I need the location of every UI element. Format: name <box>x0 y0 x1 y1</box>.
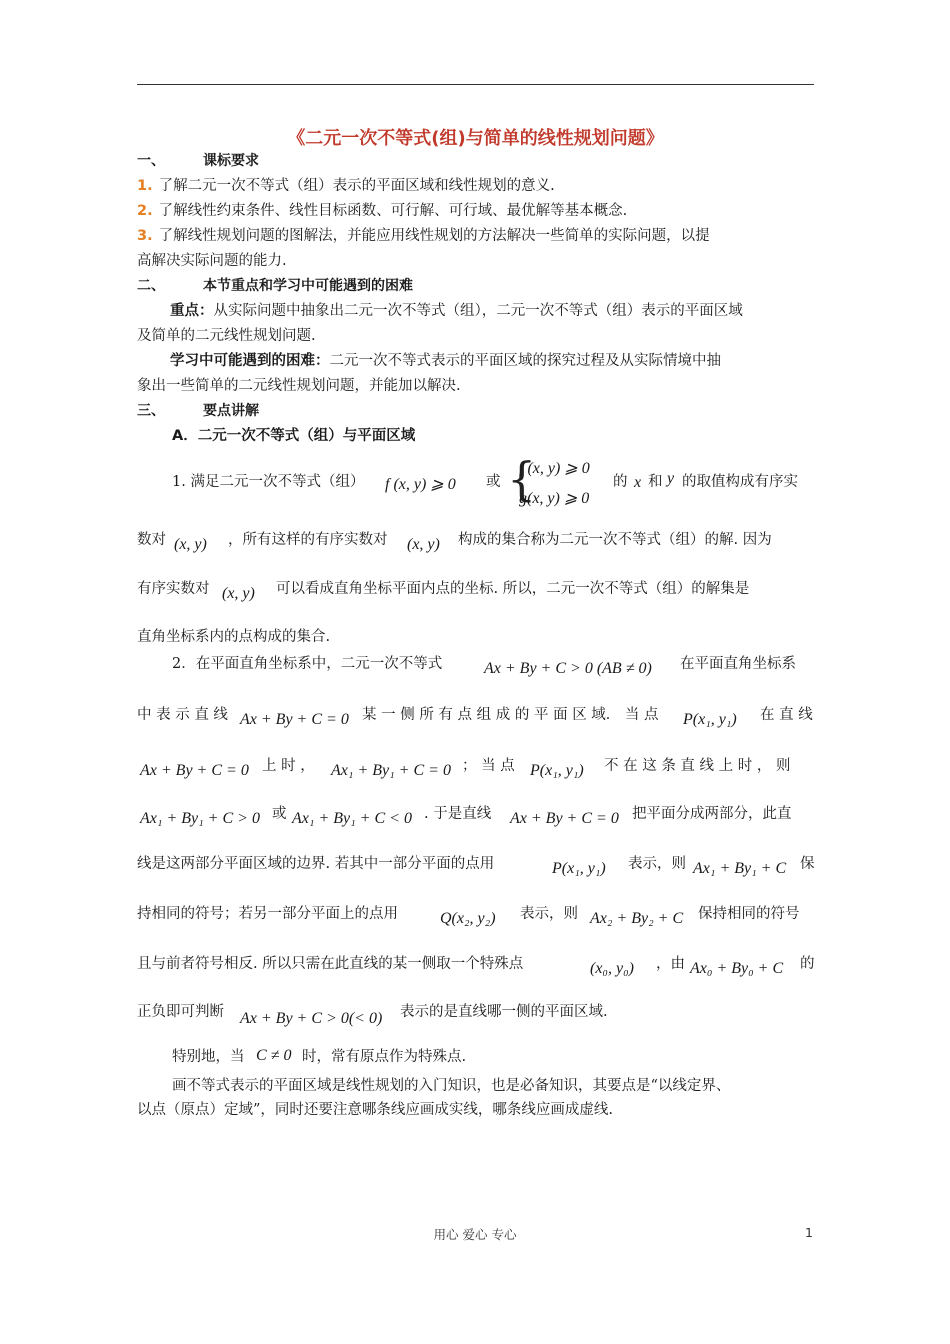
brace-icon: { <box>507 452 537 506</box>
p1-text-a: 1. 满足二元一次不等式（组） <box>172 474 365 490</box>
p3-condition: C ≠ 0 <box>256 1047 292 1064</box>
p1-and: 和 <box>648 474 663 490</box>
p2-line3-b: ； 当 点 <box>462 758 515 774</box>
p2-or: 或 <box>272 806 287 822</box>
p1-pair-3: (x, y) <box>222 585 255 602</box>
p2-line5-b: 表示，则 <box>628 856 686 872</box>
p1-line2-a: 数对 <box>137 532 166 548</box>
p2-text-b: 在平面直角坐标系 <box>680 656 796 672</box>
p2-line2-a: 中 表 示 直 线 <box>137 707 228 723</box>
p2-text-a: 2．在平面直角坐标系中，二元一次不等式 <box>172 656 443 672</box>
p2-line5-c: 保 <box>800 856 815 872</box>
p1-line2-b: ，所有这样的有序实数对 <box>228 532 388 548</box>
p1-pair-1: (x, y) <box>174 536 207 553</box>
p1-text-c: 的取值构成有序实 <box>682 474 798 490</box>
p2-line2-c: 在 直 线 <box>760 707 813 723</box>
p4-line-1: 画不等式表示的平面区域是线性规划的入门知识，也是必备知识，其要点是“以线定界、 <box>172 1078 731 1094</box>
difficulty-line-1: 学习中可能遇到的困难：二元一次不等式表示的平面区域的探究过程及从实际情境中抽 <box>170 353 721 369</box>
p3-text-a: 特别地，当 <box>172 1049 245 1065</box>
requirement-3: 3. 了解线性规划问题的图解法，并能应用线性规划的方法解决一些简单的实际问题，以提 <box>137 228 710 244</box>
p3-text-b: 时，常有原点作为特殊点. <box>302 1049 467 1065</box>
focus-line-1: 重点：从实际问题中抽象出二元一次不等式（组），二元一次不等式（组）表示的平面区域 <box>170 303 743 319</box>
requirement-2: 2. 了解线性约束条件、线性目标函数、可行解、可行域、最优解等基本概念. <box>137 203 628 219</box>
p2-expr-2: Ax₂ + By₂ + C <box>590 910 684 927</box>
p4-line-2: 以点（原点）定域”，同时还要注意哪条线应画成实线，哪条线应画成虚线. <box>137 1102 614 1118</box>
p2-line4-a: . 于是直线 <box>424 806 492 822</box>
p2-line7-c: 的 <box>800 956 815 972</box>
p1-line3-b: 可以看成直角坐标平面内点的坐标. 所以，二元一次不等式（组）的解集是 <box>276 581 750 597</box>
p1-pair-2: (x, y) <box>407 536 440 553</box>
p2-positive: Ax₁ + By₁ + C > 0 <box>140 810 260 827</box>
p2-point-Q: Q(x₂, y₂) <box>440 910 496 927</box>
p2-inequality-2: Ax + By + C > 0(< 0) <box>240 1010 383 1027</box>
p2-line7-b: ，由 <box>656 956 685 972</box>
p2-point-P-2: P(x₁, y₁) <box>530 762 584 779</box>
p2-line-equation: Ax + By + C = 0 <box>240 711 349 728</box>
p2-line6-a: 持相同的符号；若另一部分平面上的点用 <box>137 906 398 922</box>
p2-point-P: P(x₁, y₁) <box>683 711 737 728</box>
p2-line5-a: 线是这两部分平面区域的边界. 若其中一部分平面的点用 <box>137 856 495 872</box>
p1-line2-c: 构成的集合称为二元一次不等式（组）的解. 因为 <box>458 532 772 548</box>
difficulty-line-2: 象出一些简单的二元线性规划问题，并能加以解决. <box>137 378 461 394</box>
subsection-a-heading: A．二元一次不等式（组）与平面区域 <box>172 428 416 444</box>
p2-line6-b: 表示，则 <box>520 906 578 922</box>
p1-var-x: x <box>634 474 642 491</box>
p2-expr-0: Ax₀ + By₀ + C <box>690 960 784 977</box>
page-number: 1 <box>805 1225 813 1240</box>
p2-line-equation-3: Ax + By + C = 0 <box>510 810 619 827</box>
page-footer: 用心 爱心 专心 <box>433 1227 517 1242</box>
inequality-system <box>507 452 627 514</box>
section-2-heading: 二、 本节重点和学习中可能遇到的困难 <box>137 278 413 294</box>
p1-var-y: y <box>667 470 675 487</box>
p1-text-b: 的 <box>613 474 628 490</box>
system-case-1: f (x, y) ⩾ 0 <box>519 460 590 477</box>
section-3-heading: 三、 要点讲解 <box>137 403 259 419</box>
p2-point-P-3: P(x₁, y₁) <box>552 860 606 877</box>
requirement-1: 1. 了解二元一次不等式（组）表示的平面区域和线性规划的意义. <box>137 178 555 194</box>
p2-line6-c: 保持相同的符号 <box>698 906 800 922</box>
section-1-heading: 一、 课标要求 <box>137 153 259 169</box>
p1-line3-a: 有序实数对 <box>137 581 210 597</box>
p2-line3-c: 不 在 这 条 直 线 上 时 ， 则 <box>604 758 791 774</box>
p2-line2-b: 某 一 侧 所 有 点 组 成 的 平 面 区 域． 当 点 <box>362 707 659 723</box>
p2-line8-b: 表示的是直线哪一侧的平面区域. <box>400 1004 608 1020</box>
p2-inequality: Ax + By + C > 0 (AB ≠ 0) <box>484 660 652 677</box>
requirement-3-cont: 高解决实际问题的能力. <box>137 253 287 269</box>
focus-line-2: 及简单的二元线性规划问题. <box>137 328 316 344</box>
p2-negative: Ax₁ + By₁ + C < 0 <box>292 810 412 827</box>
p2-special-point: (x₀, y₀) <box>590 960 634 977</box>
system-case-2: g(x, y) ⩾ 0 <box>519 490 590 507</box>
p2-line-equation-2: Ax + By + C = 0 <box>140 762 249 779</box>
p1-or: 或 <box>486 474 501 490</box>
p1-math-inequality: f (x, y) ⩾ 0 <box>385 476 456 493</box>
page-title: 《二元一次不等式(组)与简单的线性规划问题》 <box>287 128 664 149</box>
p2-line4-b: 把平面分成两部分，此直 <box>632 806 792 822</box>
p2-expr-1: Ax₁ + By₁ + C <box>693 860 787 877</box>
p2-line8-a: 正负即可判断 <box>137 1004 224 1020</box>
header-rule <box>137 84 814 85</box>
p2-line7-a: 且与前者符号相反. 所以只需在此直线的某一侧取一个特殊点 <box>137 956 524 972</box>
p1-line4: 直角坐标系内的点构成的集合. <box>137 629 331 645</box>
p2-line3-a: 上 时 ， <box>262 758 315 774</box>
p2-on-line: Ax₁ + By₁ + C = 0 <box>331 762 451 779</box>
